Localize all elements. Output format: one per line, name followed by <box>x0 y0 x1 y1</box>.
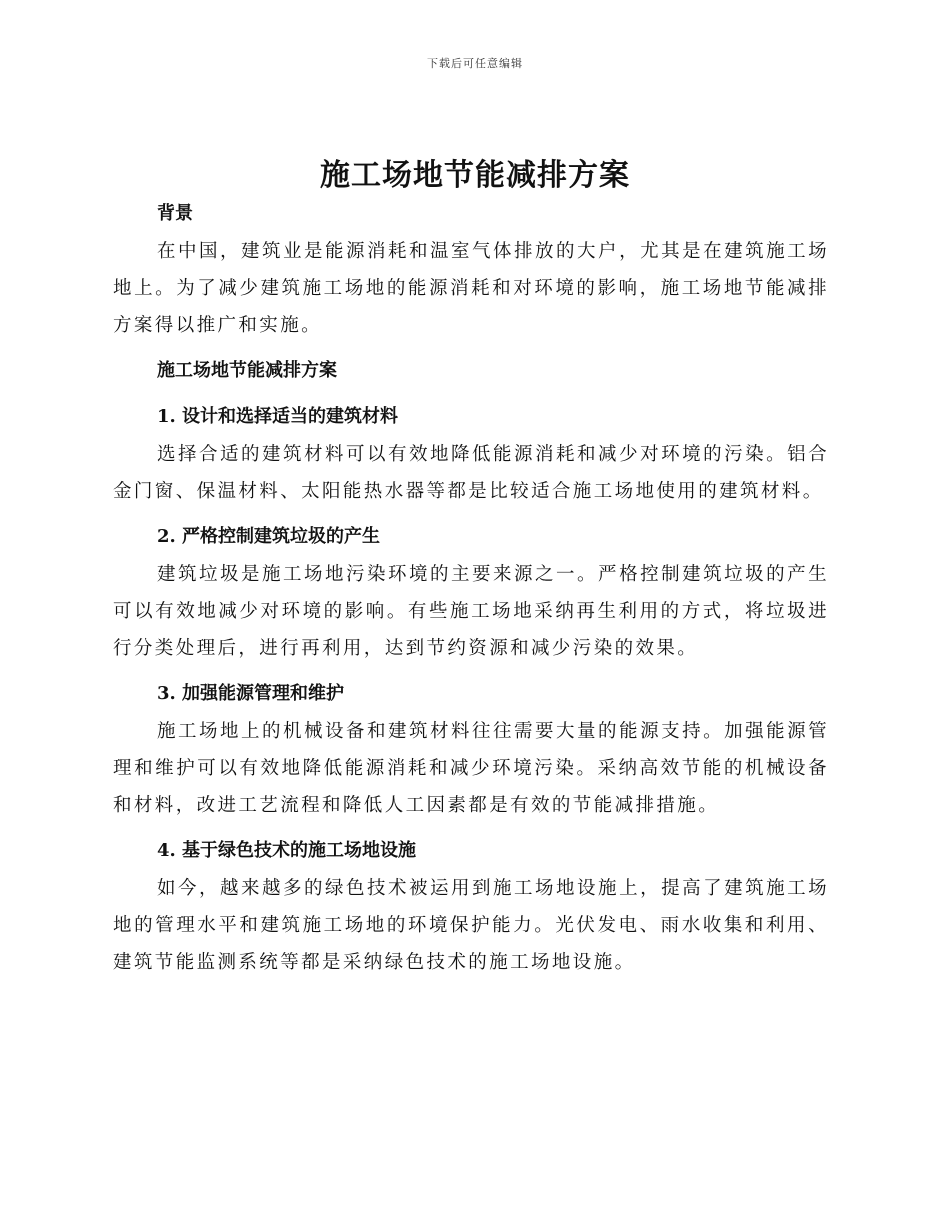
section-paragraph-3: 施工场地上的机械设备和建筑材料往往需要大量的能源支持。加强能源管理和维护可以有效地降低能源消耗和减少环境污染。采纳高效节能的机械设备和材料，改进工艺流程和降低人工因素都是有效的节能减排措施。 <box>113 721 829 816</box>
background-paragraph: 在中国，建筑业是能源消耗和温室气体排放的大户，尤其是在建筑施工场地上。为了减少建筑施工场地的能源消耗和对环境的影响，施工场地节能减排方案得以推广和实施。 <box>113 241 829 336</box>
document-title: 施工场地节能减排方案 <box>320 158 630 193</box>
section-heading-2: 2. 严格控制建筑垃圾的产生 <box>157 526 381 547</box>
section-heading-1: 1. 设计和选择适当的建筑材料 <box>157 406 399 427</box>
section-paragraph-4: 如今，越来越多的绿色技术被运用到施工场地设施上，提高了建筑施工场地的管理水平和建筑施工场地的环境保护能力。光伏发电、雨水收集和利用、建筑节能监测系统等都是采纳绿色技术的施工场地设施。 <box>113 878 829 973</box>
section-paragraph-2: 建筑垃圾是施工场地污染环境的主要来源之一。严格控制建筑垃圾的产生可以有效地减少对环境的影响。有些施工场地采纳再生利用的方式，将垃圾进行分类处理后，进行再利用，达到节约资源和减少污染的效果。 <box>113 564 829 659</box>
section-paragraph-1: 选择合适的建筑材料可以有效地降低能源消耗和减少对环境的污染。铝合金门窗、保温材料、太阳能热水器等都是比较适合施工场地使用的建筑材料。 <box>113 444 829 502</box>
section-heading-4: 4. 基于绿色技术的施工场地设施 <box>157 840 417 861</box>
section-heading-3: 3. 加强能源管理和维护 <box>157 683 345 704</box>
header-note: 下载后可任意编辑 <box>427 57 523 70</box>
plan-heading: 施工场地节能减排方案 <box>157 360 337 381</box>
background-heading: 背景 <box>157 203 193 224</box>
document-body <box>113 195 829 989</box>
